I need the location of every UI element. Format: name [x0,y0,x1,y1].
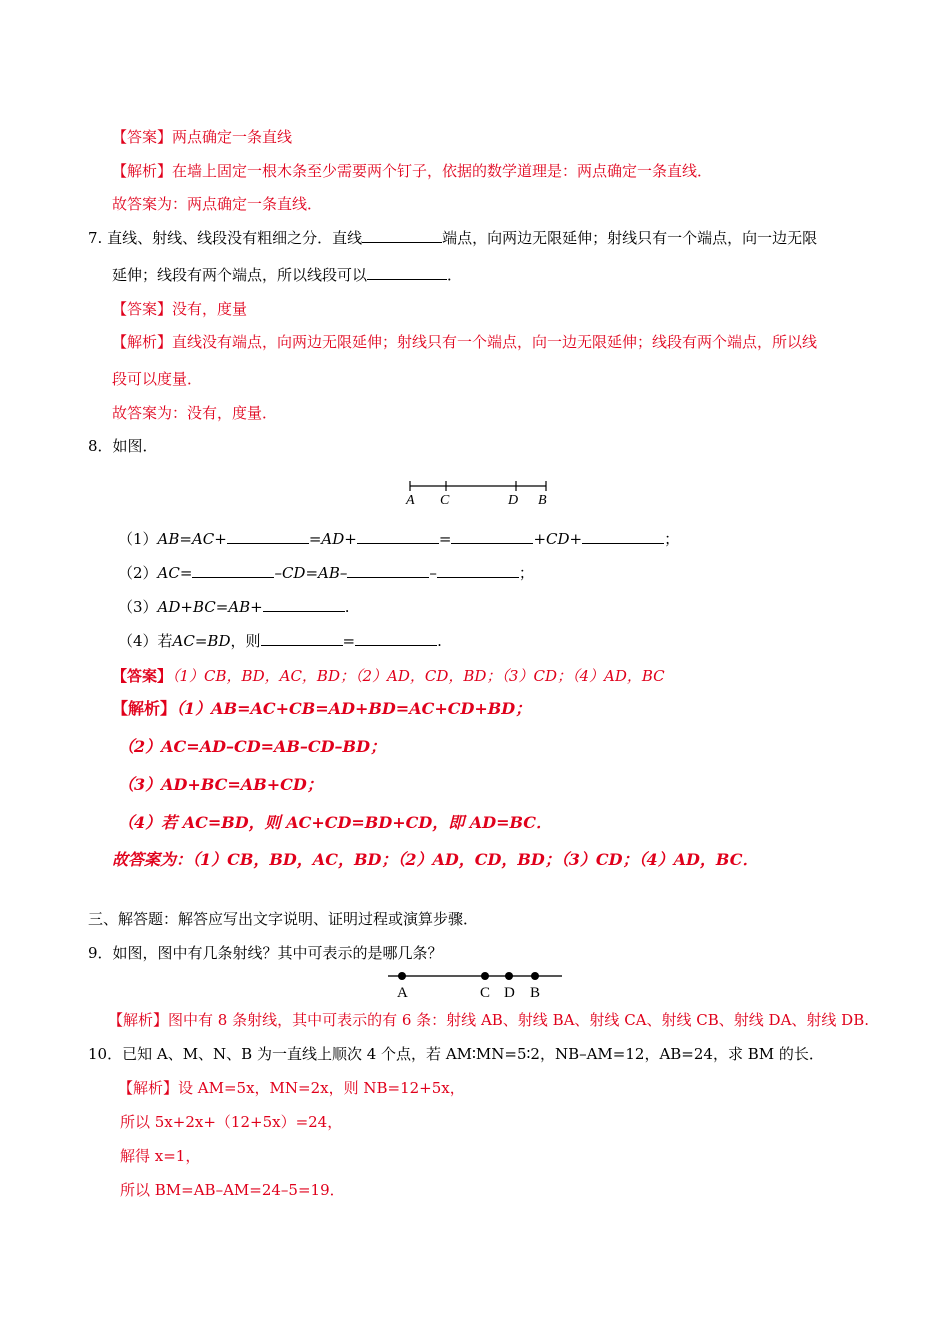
expr-a: AC= [157,564,193,582]
analysis-text: 图中有 8 条射线，其中可表示的有 6 条：射线 AB、射线 BA、射线 CA、射线 CB、射线 DA、射线 DB. [168,1011,869,1029]
part-prefix: （1） [118,530,158,548]
blank-1[interactable] [227,529,309,544]
answer-tag: 【答案】 [112,128,173,146]
answer-tag: 【答案】 [112,300,173,318]
q6-answer [112,127,292,147]
q9-figure-line [386,966,566,1002]
label-c: C [440,493,450,508]
q8-part4 [118,631,442,651]
q6-conclusion: 故答案为：两点确定一条直线． [112,195,323,213]
q10-analysis-line4: 所以 BM=AB–AM=24–5=19． [120,1181,345,1199]
q8-analysis-line3 [118,775,323,795]
q8-part1 [118,529,679,549]
part-prefix: （3） [118,598,158,616]
label-d: D [508,493,519,508]
stem-text: 已知 A、M、N、B 为一直线上顺次 4 个点，若 AM∶MN=5∶2，NB–AM=12，AB=24，求 BM 的长． [122,1045,824,1063]
expr-c: = [438,530,452,548]
stem-text: 如图，图中有几条射线？其中可表示的是哪几条？ [112,944,443,962]
analysis-text: （4）若 AC=BD，则 AC+CD=BD+CD，即 AD=BC． [118,813,553,832]
q8-figure-segment [400,476,560,512]
q8-stem [88,436,158,456]
analysis-tag: 【解析】 [112,333,173,351]
analysis-tag: 【解析】 [108,1011,169,1029]
answer-text: 两点确定一条直线 [172,128,293,146]
section-heading: 三、解答题：解答应写出文字说明、证明过程或演算步骤． [88,910,479,928]
expr-end: . [344,598,350,616]
expr-d: +CD+ [533,530,583,548]
blank-3[interactable] [451,529,533,544]
point-c [481,972,489,980]
q8-analysis-line2 [118,737,386,757]
q10-analysis-line2: 所以 5x+2x+（12+5x）=24， [120,1113,343,1131]
analysis-tag: 【解析】 [118,1079,179,1097]
blank-2[interactable] [357,529,439,544]
stem-end: ． [447,266,463,284]
expr-a: AC=BD [172,632,231,650]
question-number: 10． [88,1045,123,1063]
q7-stem-line2 [112,265,462,285]
question-number: 7. [88,229,103,247]
q8-conclusion [112,850,759,870]
q7-conclusion: 故答案为：没有，度量． [112,404,278,422]
expr-end: ； [518,564,534,582]
blank-1[interactable] [261,631,343,646]
blank-4[interactable] [582,529,664,544]
q10-stem [88,1044,824,1064]
answer-tag: 【答案】 [112,667,173,685]
analysis-text: 设 AM=5x，MN=2x，则 NB=12+5x， [178,1079,465,1097]
expr-a: AD+BC=AB+ [157,598,263,616]
q8-part2 [118,563,534,583]
blank-3[interactable] [437,563,519,578]
q8-analysis-line1 [112,699,531,719]
stem-part-b: 端点，向两边无限延伸；射线只有一个端点，向一边无限 [442,229,818,247]
q8-answer [112,666,665,686]
stem-part-c: 延伸；线段有两个端点，所以线段可以 [112,266,368,284]
point-a [398,972,406,980]
analysis-text: 直线没有端点，向两边无限延伸；射线只有一个端点，向一边无限延伸；线段有两个端点，所以线 [172,333,818,351]
label-d: D [504,985,515,1001]
q10-analysis-line3: 解得 x=1， [120,1147,201,1165]
label-a: A [406,493,415,508]
blank-1[interactable] [263,597,345,612]
expr-b: ，则 [230,632,261,650]
label-b: B [530,985,541,1001]
label-a: A [397,985,408,1001]
expr-b: –CD=AB– [274,564,348,582]
point-b [531,972,539,980]
blank-1[interactable] [192,563,274,578]
answer-text: （1）CB，BD，AC，BD；（2）AD，CD，BD；（3）CD；（4）AD，BC [172,667,665,685]
q8-analysis-line4 [118,813,552,833]
stem-part-a: 直线、射线、线段没有粗细之分．直线 [107,229,363,247]
expr-c: – [429,564,437,582]
conclusion-text: 故答案为：（1）CB，BD，AC，BD；（2）AD，CD，BD；（3）CD；（4）AD，BC． [112,850,759,869]
q7-analysis-line2: 段可以度量． [112,370,203,388]
blank-2[interactable] [355,631,437,646]
analysis-text: （2）AC=AD–CD=AB–CD–BD； [118,737,386,756]
q6-analysis [112,161,712,181]
part-prefix: （2） [118,564,158,582]
expr-b: =AD+ [308,530,357,548]
blank-2[interactable] [347,563,429,578]
blank-2[interactable] [367,265,447,280]
q9-analysis [108,1010,869,1030]
answer-text: 没有，度量 [172,300,248,318]
q9-stem [88,943,443,963]
expr-end: . [437,632,442,650]
analysis-tag: 【解析】 [112,162,173,180]
expr-end: ； [664,530,680,548]
question-number: 8． [88,437,113,455]
point-d [505,972,513,980]
expr-c: = [342,632,356,650]
q7-analysis-line1 [112,332,817,352]
label-c: C [480,985,491,1001]
q7-answer [112,299,247,319]
question-number: 9． [88,944,113,962]
analysis-text: 在墙上固定一根木条至少需要两个钉子，依据的数学道理是：两点确定一条直线． [172,162,713,180]
label-b: B [538,493,547,508]
blank-1[interactable] [362,228,442,243]
stem-text: 如图． [112,437,158,455]
q8-part3 [118,597,350,617]
analysis-text: （1）AB=AC+CB=AD+BD=AC+CD+BD； [176,699,532,718]
analysis-text: （3）AD+BC=AB+CD； [118,775,323,794]
part-prefix: （4）若 [118,632,173,650]
analysis-tag: 【解析】 [112,699,177,718]
expr-a: AB=AC+ [157,530,227,548]
q7-stem-line1 [88,228,817,248]
q10-analysis-line1 [118,1078,465,1098]
